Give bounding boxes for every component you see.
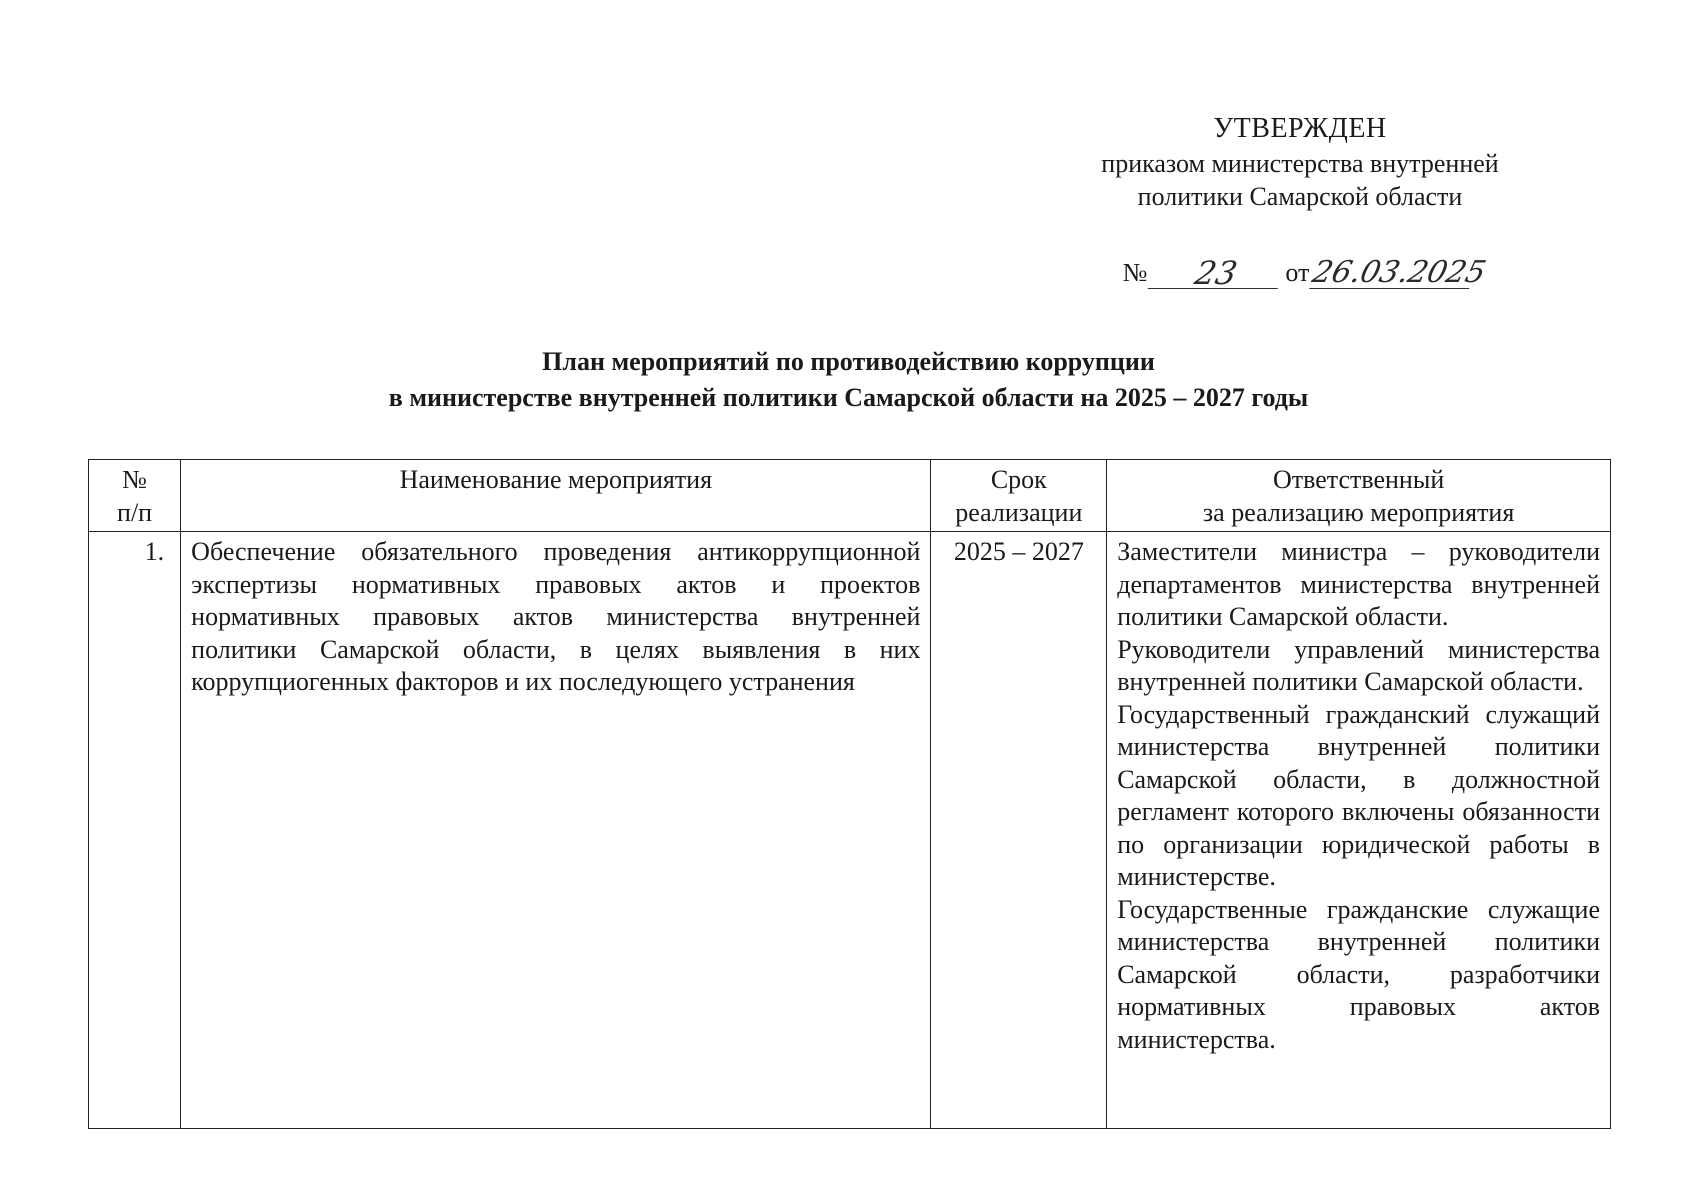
header-term [931, 460, 1107, 532]
row-responsible [1107, 532, 1611, 1129]
approval-line-2: политики Самарской области [1137, 182, 1463, 211]
approval-title: УТВЕРЖДЕН [1213, 113, 1387, 144]
table-row [89, 532, 1611, 1129]
row-term: 2025 – 2027 [931, 532, 1107, 1129]
document-title-line-1: План мероприятий по противодействию коррупции [542, 347, 1155, 376]
document-title-line-2: в министерстве внутренней политики Самарской области на 2025 – 2027 годы [388, 383, 1309, 412]
responsible-item: Государственные гражданские служащие министерства внутренней политики Самарской области, разработчики нормативных правовых актов министерства. [1117, 894, 1600, 1054]
table-header-row [89, 460, 1611, 532]
document-title [0, 344, 1697, 416]
responsible-item: Руководители управлений министерства внутренней политики Самарской области. [1117, 634, 1600, 696]
header-num-line-2: п/п [117, 497, 153, 527]
order-number-line [1058, 249, 1538, 292]
approval-line-1: приказом министерства внутренней [1101, 149, 1499, 178]
header-num [89, 460, 181, 532]
responsible-item: Заместители министра – руководители департаментов министерства внутренней политики Самарской области. [1117, 537, 1600, 631]
date-label: от [1285, 258, 1310, 287]
header-name-text: Наименование мероприятия [399, 465, 713, 494]
row-number: 1. [89, 532, 181, 1129]
header-responsible [1107, 460, 1611, 532]
header-responsible-line-2: за реализацию мероприятия [1202, 497, 1515, 527]
header-term-line-1: Срок [990, 465, 1047, 494]
order-number-handwritten: 23 [1148, 258, 1285, 289]
responsible-item: Государственный гражданский служащий министерства внутренней политики Самарской области, в должностной регламент которого включены обязанности по организации юридической работы в министерстве. [1117, 699, 1600, 891]
approval-block [1060, 112, 1540, 292]
header-num-line-1: № [122, 465, 147, 494]
order-date-handwritten: 26.03.2025 [1309, 255, 1490, 290]
number-label: № [1122, 258, 1148, 287]
header-name [181, 460, 931, 532]
header-term-line-2: реализации [955, 497, 1083, 527]
row-activity-name: Обеспечение обязательного проведения антикоррупционной экспертизы нормативных правовых актов и проектов нормативных правовых актов министерства внутренней политики Самарской области, в целях выявления в них коррупциогенных факторов и их последующего устранения [181, 532, 931, 1129]
header-responsible-line-1: Ответственный [1272, 465, 1445, 494]
plan-table [88, 459, 1611, 1129]
